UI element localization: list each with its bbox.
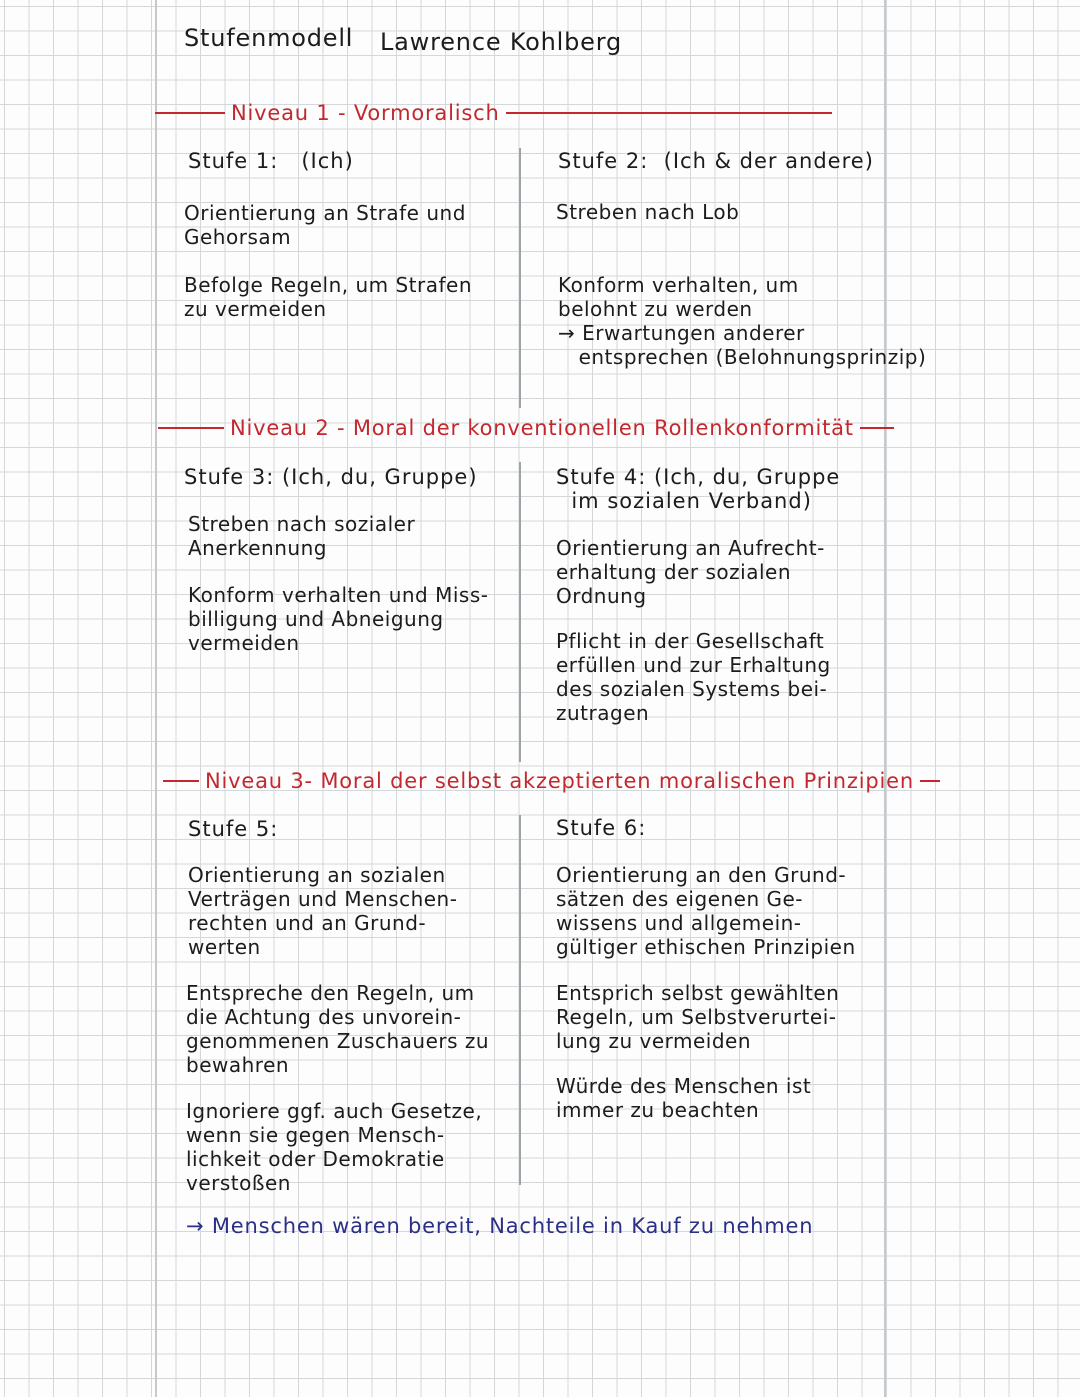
level-label: Niveau 2 - Moral der konventionellen Rollenkonformität — [230, 416, 854, 440]
page-author: Lawrence Kohlberg — [380, 28, 622, 56]
conclusion-note: → Menschen wären bereit, Nachteile in Kauf zu nehmen — [186, 1214, 814, 1238]
stage-1-criterion: Orientierung an Strafe und Gehorsam — [184, 201, 466, 249]
level-rule — [155, 112, 225, 114]
stage-1-heading: Stufe 1: (Ich) — [188, 149, 354, 173]
level-label: Niveau 1 - Vormoralisch — [231, 101, 500, 125]
level-rule — [163, 780, 199, 782]
column-divider — [519, 462, 521, 762]
level-rule — [506, 112, 832, 114]
stage-3-behavior: Konform verhalten und Miss- billigung und Abneigung vermeiden — [188, 583, 489, 655]
stage-2-heading: Stufe 2: (Ich & der andere) — [558, 149, 874, 173]
stage-5-laws: Ignoriere ggf. auch Gesetze, wenn sie gegen Mensch- lichkeit oder Demokratie verstoßen — [186, 1099, 483, 1195]
level-2-heading — [158, 415, 894, 441]
level-rule — [920, 780, 940, 782]
page-margin-right — [884, 0, 886, 1397]
page-margin-left — [155, 0, 157, 1397]
stage-3-criterion: Streben nach sozialer Anerkennung — [188, 512, 416, 560]
stage-3-heading: Stufe 3: (Ich, du, Gruppe) — [184, 465, 478, 489]
column-divider — [519, 148, 521, 408]
level-rule — [158, 427, 224, 429]
page-title: Stufenmodell — [184, 24, 354, 52]
level-rule — [860, 427, 894, 429]
level-1-heading — [155, 100, 832, 126]
stage-5-criterion: Orientierung an sozialen Verträgen und Menschen- rechten und an Grund- werten — [188, 863, 458, 959]
stage-5-heading: Stufe 5: — [188, 817, 279, 841]
column-divider — [519, 815, 521, 1185]
stage-6-behavior: Entsprich selbst gewählten Regeln, um Selbstverurtei- lung zu vermeiden — [556, 981, 840, 1053]
stage-5-behavior: Entspreche den Regeln, um die Achtung des unvorein- genommenen Zuschauers zu bewahren — [186, 981, 490, 1077]
stage-2-behavior: Konform verhalten, um belohnt zu werden → Erwartungen anderer entsprechen (Belohnungsprinzip) — [558, 273, 927, 369]
stage-1-behavior: Befolge Regeln, um Strafen zu vermeiden — [184, 273, 473, 321]
level-3-heading — [163, 768, 940, 794]
level-label: Niveau 3- Moral der selbst akzeptierten moralischen Prinzipien — [205, 769, 914, 793]
stage-4-heading: Stufe 4: (Ich, du, Gruppe im sozialen Verband) — [556, 465, 841, 513]
stage-2-criterion: Streben nach Lob — [556, 200, 740, 224]
stage-6-criterion: Orientierung an den Grund- sätzen des eigenen Ge- wissens und allgemein- gültiger ethischen Prinzipien — [556, 863, 856, 959]
stage-6-dignity: Würde des Menschen ist immer zu beachten — [556, 1074, 812, 1122]
stage-6-heading: Stufe 6: — [556, 816, 647, 840]
stage-4-behavior: Pflicht in der Gesellschaft erfüllen und zur Erhaltung des sozialen Systems bei- zutragen — [556, 629, 831, 725]
stage-4-criterion: Orientierung an Aufrecht- erhaltung der sozialen Ordnung — [556, 536, 825, 608]
